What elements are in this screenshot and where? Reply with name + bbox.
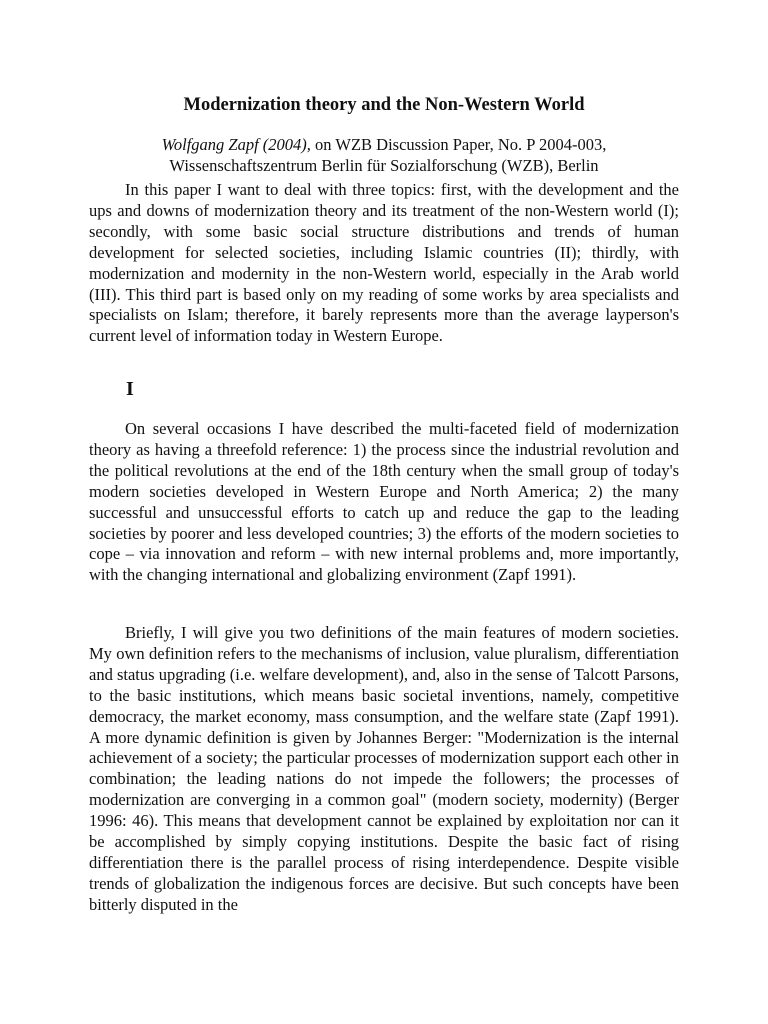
byline-author: Wolfgang Zapf (2004), xyxy=(161,135,311,154)
byline-institution: Wissenschaftszentrum Berlin für Sozialforschung (WZB), Berlin xyxy=(169,156,599,175)
byline-source: on WZB Discussion Paper, No. P 2004-003, xyxy=(310,135,607,154)
paragraph-introduction: In this paper I want to deal with three topics: first, with the development and the ups and downs of modernization theory and its treatment of the non-Western world (I); secondly, with some basic social structure distributions and trends of human development for selected societies, including Islamic countries (II); thirdly, with modernization and modernity in the non-Western world, especially in the Arab world (III). This third part is based only on my reading of some works by area specialists and specialists on Islam; therefore, it barely represents more than the average layperson's current level of information today in Western Europe. xyxy=(89,180,679,346)
section-heading: I xyxy=(126,378,134,400)
byline xyxy=(0,134,768,176)
byline-citation xyxy=(0,134,768,155)
paragraph-threefold-reference: On several occasions I have described the multi-faceted field of modernization theory as having a threefold reference: 1) the process since the industrial revolution and the political revolutions at the end of the 18th century when the small group of today's modern societies developed in Western Europe and North America; 2) the many successful and unsuccessful efforts to catch up and reduce the gap to the leading societies by poorer and less developed countries; 3) the efforts of the modern societies to cope – via innovation and reform – with new internal problems and, more importantly, with the changing international and globalizing environment (Zapf 1991). xyxy=(89,419,679,585)
paper-title: Modernization theory and the Non-Western World xyxy=(183,95,585,115)
paragraph-definitions: Briefly, I will give you two definitions of the main features of modern societies. My own definition refers to the mechanisms of inclusion, value pluralism, differentiation and status upgrading (i.e. welfare development), and, also in the sense of Talcott Parsons, to the basic institutions, which means basic societal inventions, namely, competitive democracy, the market economy, mass consumption, and the welfare state (Zapf 1991). A more dynamic definition is given by Johannes Berger: "Modernization is the internal achievement of a society; the particular processes of modernization support each other in combination; the leading nations do not impede the followers; the processes of modernization are converging in a common goal" (modern society, modernity) (Berger 1996: 46). This means that development cannot be explained by exploitation nor can it be accomplished by simply copying institutions. Despite the basic fact of rising differentiation there is the parallel process of rising interdependence. Despite visible trends of globalization the indigenous forces are decisive. But such concepts have been bitterly disputed in the xyxy=(89,623,679,914)
